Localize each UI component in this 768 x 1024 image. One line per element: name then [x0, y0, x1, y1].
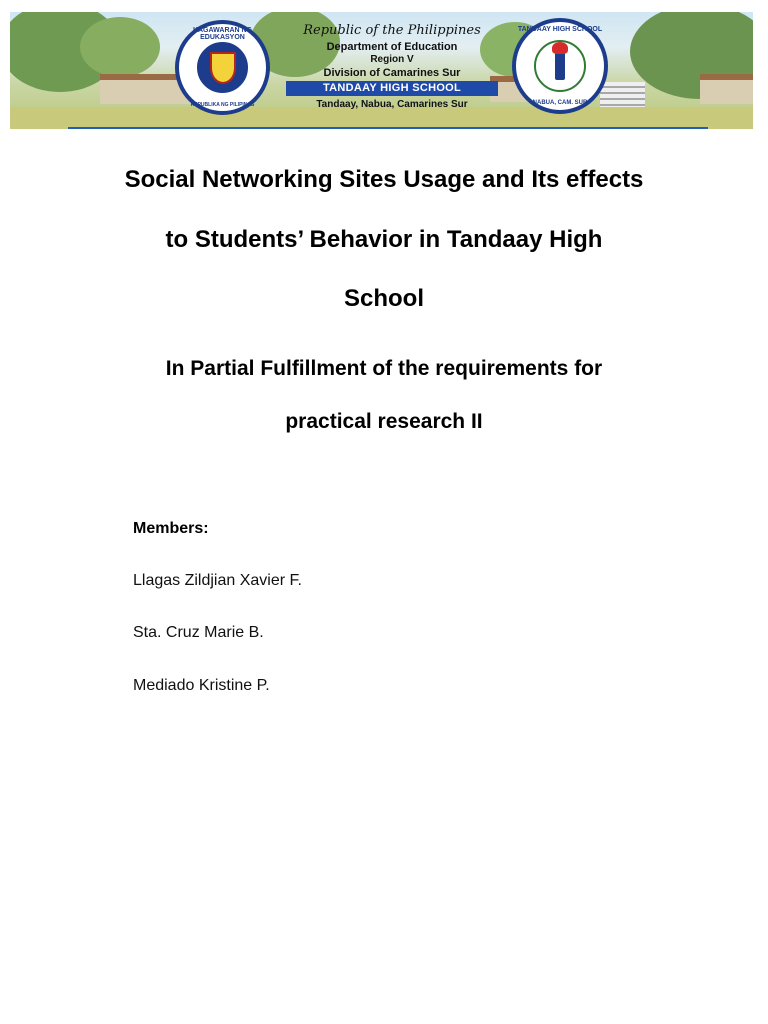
school-seal-logo [512, 18, 608, 114]
school-address: Tandaay, Nabua, Camarines Sur [316, 99, 468, 110]
torch-icon [555, 52, 565, 80]
document-title-line-1: Social Networking Sites Usage and Its effects [124, 166, 644, 193]
school-seal-top-text: TANDAAY HIGH SCHOOL [517, 26, 603, 33]
member-name: Sta. Cruz Marie B. [133, 624, 264, 641]
document-title-line-3: School [343, 285, 424, 312]
deped-seal-bottom-text: REPUBLIKA NG PILIPINAS [190, 102, 255, 108]
school-seal-inner [534, 40, 586, 92]
document-subtitle-line-1: In Partial Fulfillment of the requirements for [165, 357, 603, 380]
document-title-line-2: to Students’ Behavior in Tandaay High [165, 226, 603, 253]
department-name: Department of Education [326, 41, 458, 53]
republic-heading: Republic of the Philippines [303, 23, 481, 38]
header-divider [68, 127, 708, 129]
ground-decoration [10, 107, 753, 129]
deped-seal-logo [175, 20, 270, 115]
document-subtitle-line-2: practical research II [285, 410, 483, 433]
members-heading: Members: [133, 520, 209, 537]
deped-seal-top-text: KAGAWARAN NG EDUKASYON [192, 27, 253, 41]
member-name: Mediado Kristine P. [133, 677, 270, 694]
building-decoration [700, 74, 753, 104]
tree-decoration [80, 17, 160, 77]
deped-seal-inner [195, 40, 250, 95]
region-name: Region V [370, 54, 414, 65]
school-seal-bottom-text: NABUA, CAM. SUR [532, 100, 588, 106]
division-name: Division of Camarines Sur [323, 67, 461, 79]
member-name: Llagas Zildjian Xavier F. [133, 572, 302, 589]
header-banner [10, 12, 753, 129]
shield-icon [210, 52, 236, 84]
school-name: TANDAAY HIGH SCHOOL [286, 81, 498, 96]
